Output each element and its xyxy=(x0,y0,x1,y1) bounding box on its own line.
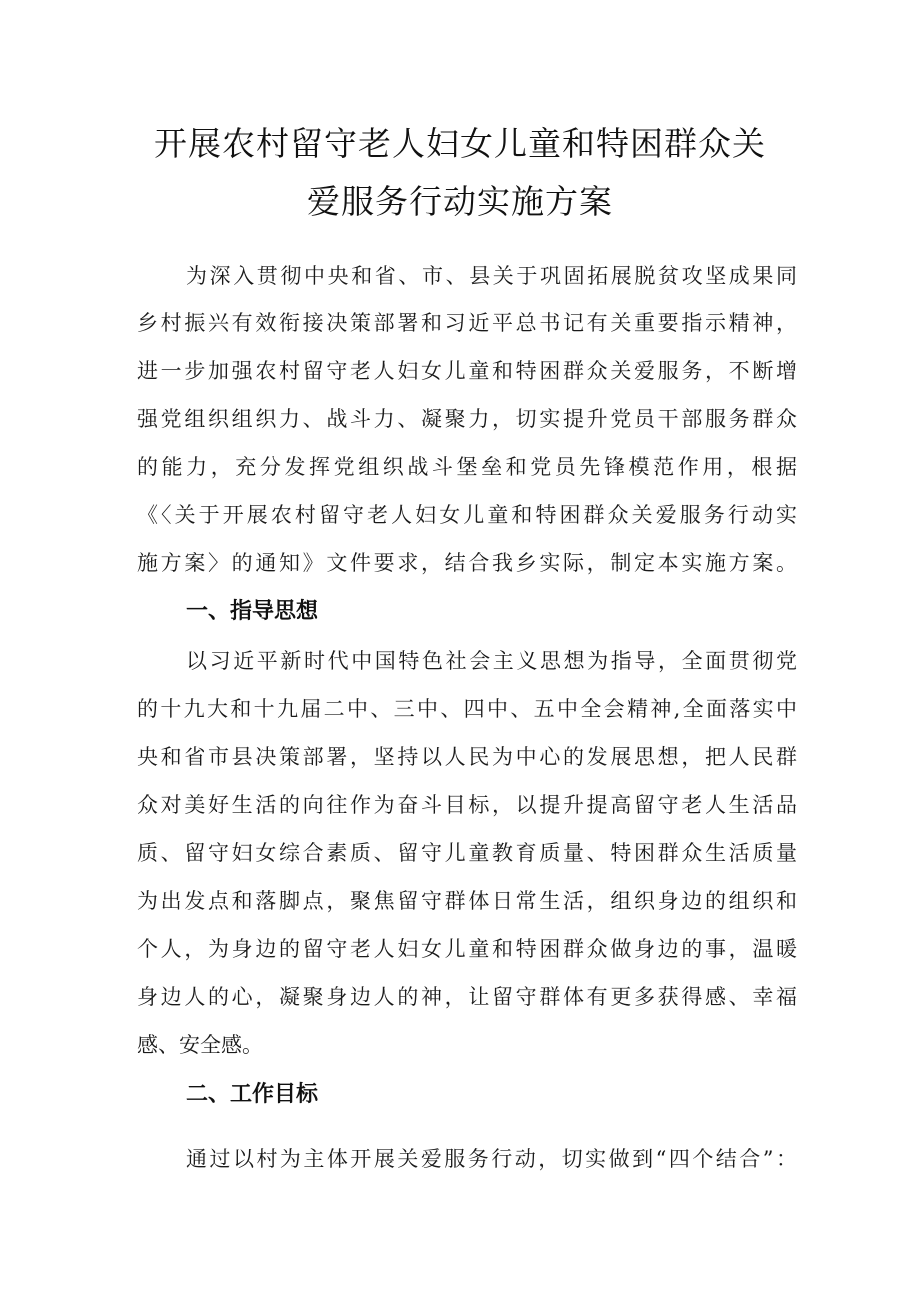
section1-paragraph-line: 感、安全感。 xyxy=(137,1033,263,1057)
document-title-line-2: 爱服务行动实施方案 xyxy=(307,182,613,221)
section1-paragraph-line: 质、留守妇女综合素质、留守儿童教育质量、特困群众生活质量 xyxy=(137,841,797,865)
intro-paragraph-line: 施方案〉的通知》文件要求，结合我乡实际，制定本实施方案。 xyxy=(137,551,797,575)
section1-paragraph-line: 众对美好生活的向往作为奋斗目标，以提升提高留守老人生活品 xyxy=(137,793,797,817)
section1-paragraph-line: 央和省市县决策部署，坚持以人民为中心的发展思想，把人民群 xyxy=(137,745,797,769)
section1-paragraph-line: 身边人的心，凝聚身边人的神，让留守群体有更多获得感、幸福 xyxy=(137,985,797,1009)
intro-paragraph-line: 强党组织组织力、战斗力、凝聚力，切实提升党员干部服务群众 xyxy=(137,407,797,431)
section1-paragraph-line: 为出发点和落脚点，聚焦留守群体日常生活，组织身边的组织和 xyxy=(137,889,797,913)
intro-paragraph-line: 乡村振兴有效衔接决策部署和习近平总书记有关重要指示精神， xyxy=(137,311,797,335)
intro-paragraph-line: 《〈关于开展农村留守老人妇女儿童和特困群众关爱服务行动实 xyxy=(137,503,797,527)
intro-paragraph-line: 为深入贯彻中央和省、市、县关于巩固拓展脱贫攻坚成果同 xyxy=(186,264,797,288)
section2-paragraph-line: 通过以村为主体开展关爱服务行动，切实做到“四个结合”： xyxy=(186,1147,797,1171)
section1-paragraph-line: 个人，为身边的留守老人妇女儿童和特困群众做身边的事，温暖 xyxy=(137,937,797,961)
intro-paragraph-line: 的能力，充分发挥党组织战斗堡垒和党员先锋模范作用，根据 xyxy=(137,455,797,479)
section-heading-guiding-ideology: 一、指导思想 xyxy=(186,599,319,624)
document-title-line-1: 开展农村留守老人妇女儿童和特困群众关 xyxy=(154,124,766,163)
section1-paragraph-line: 以习近平新时代中国特色社会主义思想为指导，全面贯彻党 xyxy=(186,649,797,673)
section-heading-work-goals: 二、工作目标 xyxy=(186,1082,319,1107)
section1-paragraph-line: 的十九大和十九届二中、三中、四中、五中全会精神,全面落实中 xyxy=(137,697,797,721)
intro-paragraph-line: 进一步加强农村留守老人妇女儿童和特困群众关爱服务，不断增 xyxy=(137,359,797,383)
